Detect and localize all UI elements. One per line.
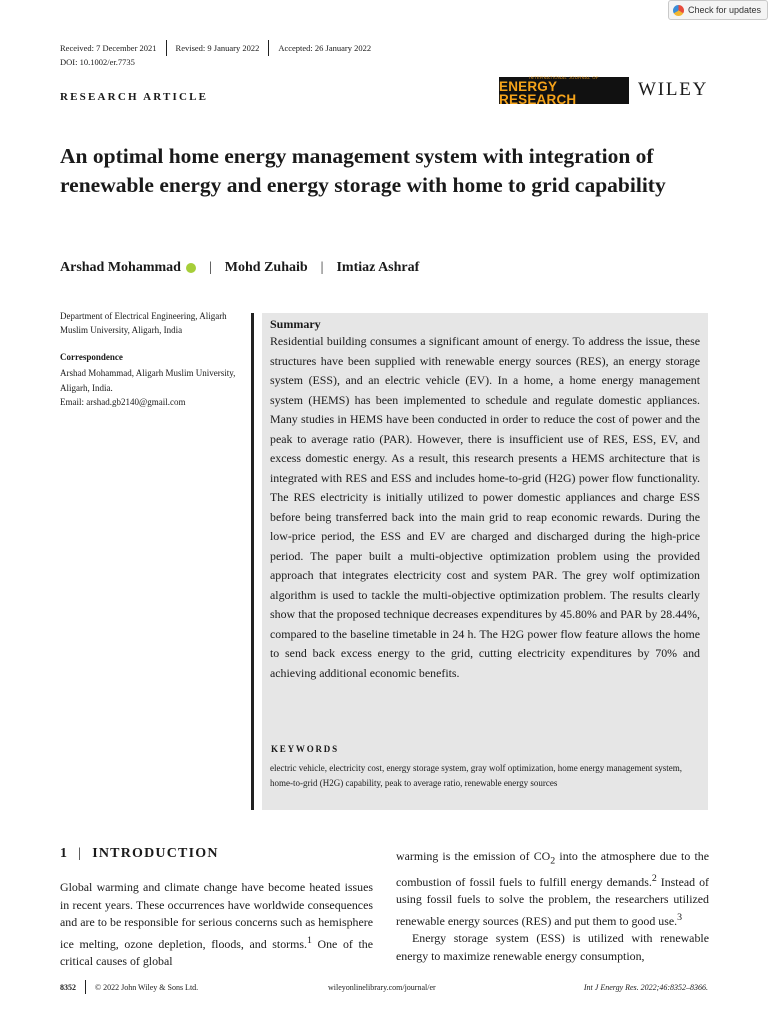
body-text: warming is the emission of CO — [396, 849, 551, 863]
citation-ref[interactable]: 2 — [651, 872, 657, 884]
revised-date: Revised: 9 January 2022 — [175, 43, 260, 53]
orcid-icon[interactable] — [186, 263, 196, 273]
journal-logo-subtitle: INTERNATIONAL JOURNAL OF — [529, 74, 599, 80]
abstract-rule — [251, 313, 254, 810]
subscript: 2 — [550, 855, 556, 867]
body-paragraph: Energy storage system (ESS) is utilized with renewable energy to maximize renewable energy consumption, — [396, 931, 709, 963]
history-dates — [60, 40, 371, 56]
accepted-date: Accepted: 26 January 2022 — [278, 43, 372, 53]
section-heading — [60, 846, 219, 862]
citation-ref[interactable]: 3 — [677, 911, 683, 923]
doi[interactable]: DOI: 10.1002/er.7735 — [60, 57, 135, 67]
check-for-updates-button[interactable] — [668, 0, 768, 20]
correspondence-email[interactable]: Email: arshad.gb2140@gmail.com — [60, 397, 186, 407]
section-separator: | — [78, 846, 83, 861]
article-type: RESEARCH ARTICLE — [60, 91, 209, 103]
paper-title: An optimal home energy management system with integration of renewable energy and energy storage with home to grid capability — [60, 144, 666, 197]
correspondence-address: Arshad Mohammad, Aligarh Muslim University, Aligarh, India. — [60, 368, 236, 393]
body-text: into the atmosphere due to the combustion of fossil fuels to fulfill energy demands. — [396, 849, 709, 889]
body-text: One of the critical causes of global — [60, 936, 373, 968]
check-for-updates-label: Check for updates — [688, 5, 762, 15]
received-date: Received: 7 December 2021 — [60, 43, 157, 53]
keywords-heading: KEYWORDS — [271, 744, 339, 754]
body-paragraph — [60, 879, 373, 970]
journal-url[interactable]: wileyonlinelibrary.com/journal/er — [328, 982, 436, 992]
body-paragraph — [396, 848, 709, 930]
journal-logo[interactable] — [499, 74, 629, 107]
page-number: 8352 — [60, 982, 76, 992]
body-text: Global warming and climate change have become heated issues in recent years. These occurrences have worldwide consequences and are to be responsible for serious concerns such as hemisphere ice melting, ozone depletion, floods, and storms. — [60, 880, 373, 951]
citation-ref[interactable]: 1 — [306, 934, 312, 946]
body-column-left — [60, 879, 373, 970]
section-number: 1 — [60, 846, 69, 861]
page-footer — [60, 980, 708, 994]
section-title: INTRODUCTION — [92, 846, 219, 861]
correspondence-details — [60, 366, 250, 410]
author-name[interactable]: Imtiaz Ashraf — [336, 260, 420, 275]
author-list — [60, 260, 419, 276]
body-text: Instead of using fossil fuels to solve the problem, the researchers utilized renewable energy sources (RES) and put them to good use. — [396, 874, 709, 928]
divider — [166, 40, 167, 56]
body-column-right — [396, 848, 709, 965]
author-separator: | — [208, 260, 212, 275]
journal-logo-name: ENERGY RESEARCH — [499, 78, 577, 107]
publisher-logo[interactable]: WILEY — [638, 79, 709, 100]
author-name[interactable]: Arshad Mohammad — [60, 260, 181, 275]
affiliation: Department of Electrical Engineering, Aligarh Muslim University, Aligarh, India — [60, 311, 227, 335]
divider — [268, 40, 269, 56]
copyright: © 2022 John Wiley & Sons Ltd. — [95, 982, 199, 992]
divider — [85, 980, 86, 994]
keywords-list: electric vehicle, electricity cost, energy storage system, gray wolf optimization, home energy management system, home-to-grid (H2G) capability, peak to average ratio, renewable energy sources — [270, 763, 683, 788]
correspondence-heading: Correspondence — [60, 352, 123, 362]
abstract-heading: Summary — [270, 317, 321, 331]
crossmark-icon — [673, 5, 684, 16]
author-separator: | — [320, 260, 324, 275]
author-name[interactable]: Mohd Zuhaib — [224, 260, 308, 275]
citation-line: Int J Energy Res. 2022;46:8352–8366. — [583, 982, 708, 992]
abstract-text: Residential building consumes a significant amount of energy. To address the issue, these structures have been supplied with renewable energy sources (RES), an energy storage system (ESS), and an electric vehicle (EV). In a home, a home energy management system (HEMS) has been implemented to schedule and regulate domestic appliances. Many studies in HEMS have been conducted in order to reduce the cost of power and the peak to average ratio (PAR). However, there is insufficient use of RES, ESS, EV, and excess domestic energy. As a result, this research presents a HEMS architecture that is integrated with RES and ESS and includes home-to-grid (H2G) power flow functionality. The RES electricity is initially utilized to power domestic appliances and charge ESS before being transferred back into the main grid to reap economic rewards. During the low-price period, the ESS and EV are charged and discharged during the high-price period. The paper built a multi-objective optimization problem using the provided approach that integrates electricity cost and system PAR. The grey wolf optimization algorithm is used to tackle the multi-objective optimization problem. The results clearly show that the proposed technique decreases expenditures by 45.80% and PAR by 28.44%, compared to the baseline timetable in 24 h. The H2G power flow feature allows the home to send back excess energy to the grid, cutting electricity expenditures by 70% and achieving additional economic benefits. — [270, 334, 700, 680]
